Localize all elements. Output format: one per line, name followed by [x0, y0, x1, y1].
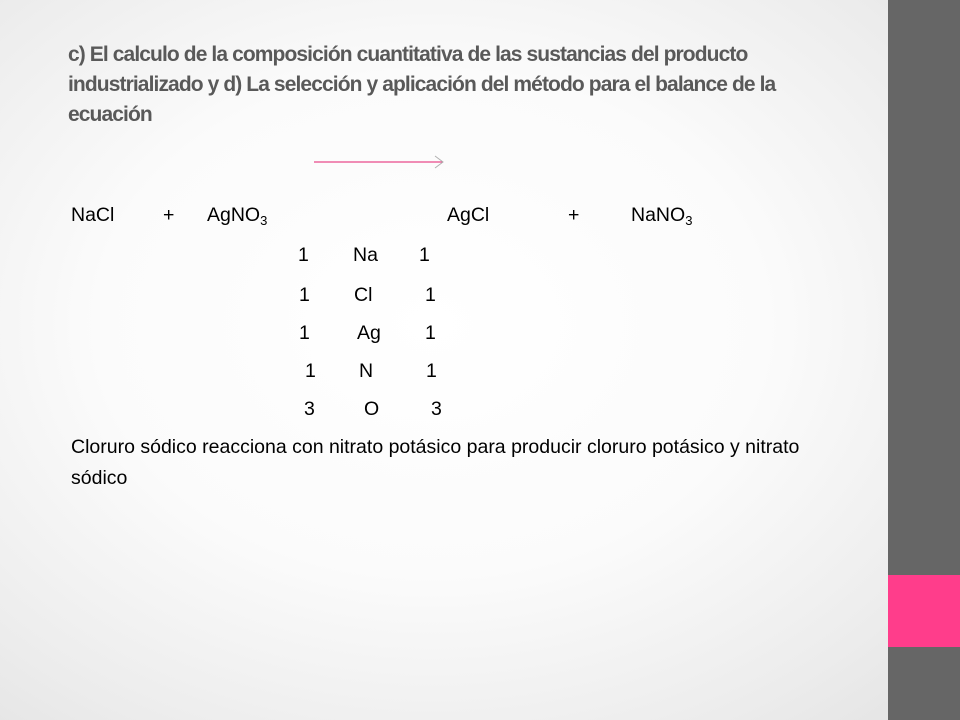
balance-right-count: 3: [431, 398, 442, 420]
balance-left-count: 1: [299, 284, 310, 306]
plus-sign: +: [163, 204, 175, 226]
reaction-arrow-icon: [314, 155, 446, 169]
reactant-agno3: [207, 204, 267, 228]
slide-title: c) El calculo de la composición cuantitativa de las sustancias del producto industrializado y d) La selección y aplicación del método para el balance de la ecuación: [68, 43, 776, 126]
product-nano3: [631, 204, 692, 228]
product-nano3-base: NaNO: [631, 204, 686, 226]
balance-right-count: 1: [425, 322, 436, 344]
sidebar-accent-block: [888, 575, 960, 647]
balance-element: N: [359, 360, 374, 382]
balance-left-count: 1: [298, 244, 309, 266]
balance-element: Ag: [357, 322, 381, 344]
chemical-equation: [0, 204, 888, 238]
balance-element: Cl: [354, 284, 373, 306]
balance-right-count: 1: [426, 360, 437, 382]
balance-left-count: 1: [305, 360, 316, 382]
balance-row-cl: [0, 284, 888, 314]
product-nano3-subscript: 3: [685, 213, 693, 228]
balance-element: O: [364, 398, 380, 420]
reactant-agno3-base: AgNO: [207, 204, 261, 226]
product-agcl: AgCl: [447, 204, 490, 226]
balance-row-na: [0, 244, 888, 274]
balance-left-count: 3: [304, 398, 315, 420]
plus-sign: +: [568, 204, 580, 226]
reaction-description: Cloruro sódico reacciona con nitrato potásico para producir cloruro potásico y nitrato sódico: [71, 436, 800, 489]
balance-row-ag: [0, 322, 888, 352]
balance-right-count: 1: [419, 244, 430, 266]
reactant-nacl: NaCl: [71, 204, 115, 226]
balance-row-o: [0, 398, 888, 428]
reactant-agno3-subscript: 3: [260, 213, 268, 228]
balance-element: Na: [353, 244, 378, 266]
balance-row-n: [0, 360, 888, 390]
balance-right-count: 1: [425, 284, 436, 306]
balance-left-count: 1: [299, 322, 310, 344]
